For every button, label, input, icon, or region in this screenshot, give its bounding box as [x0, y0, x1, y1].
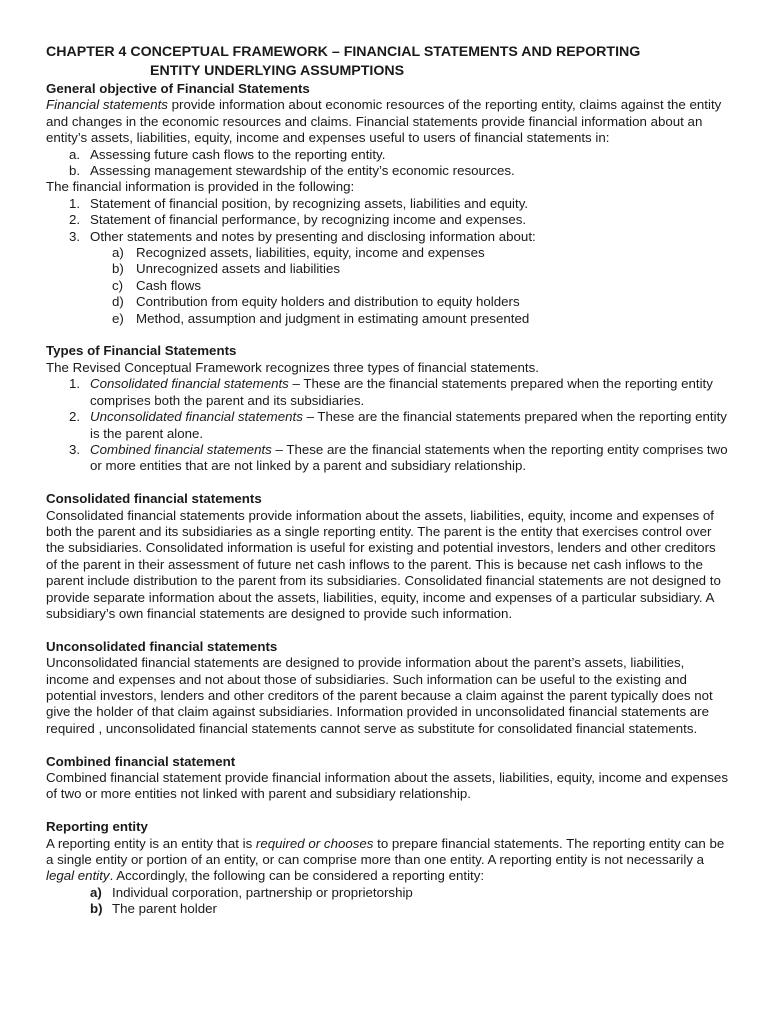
section-unconsolidated	[46, 639, 728, 737]
list-item	[46, 147, 728, 163]
section-heading: Unconsolidated financial statements	[46, 638, 278, 654]
chapter-title-line-2: ENTITY UNDERLYING ASSUMPTIONS	[150, 63, 405, 79]
list-item-text: Other statements and notes by presenting and disclosing information about:	[90, 228, 536, 244]
list-item-text: Recognized assets, liabilities, equity, income and expenses	[136, 245, 485, 261]
spacer	[46, 475, 728, 491]
list-item	[46, 196, 728, 212]
list-marker: c)	[112, 277, 124, 293]
emphasis-text: Financial statements	[46, 97, 168, 113]
list-item-text: Contribution from equity holders and distribution to equity holders	[136, 294, 520, 310]
section-combined	[46, 754, 728, 803]
list-item	[46, 442, 728, 475]
list-item-text: Method, assumption and judgment in estimating amount presented	[136, 310, 530, 326]
list-marker: b.	[69, 163, 81, 179]
list-marker: a)	[112, 245, 124, 261]
spacer	[46, 622, 728, 638]
list-item-text: Statement of financial performance, by recognizing income and expenses.	[90, 212, 527, 228]
statements-list	[46, 196, 728, 245]
list-marker: 3.	[69, 228, 81, 244]
list-marker: 3.	[69, 441, 81, 457]
list-item	[46, 901, 728, 917]
list-marker: b)	[112, 261, 124, 277]
list-item-text: – These are the financial statements prepared when the reporting entity is the parent alone.	[90, 409, 727, 441]
section-heading: Types of Financial Statements	[46, 343, 237, 359]
list-item	[46, 229, 728, 245]
list-item-text: Assessing management stewardship of the entity’s economic resources.	[90, 163, 515, 179]
list-item	[46, 163, 728, 179]
types-list	[46, 376, 728, 474]
list-item	[46, 376, 728, 409]
list-item-text: Assessing future cash flows to the reporting entity.	[90, 146, 386, 162]
paragraph	[46, 836, 728, 885]
list-item-text: Statement of financial position, by recognizing assets, liabilities and equity.	[90, 195, 529, 211]
section-heading: Combined financial statement	[46, 753, 236, 769]
sublist-item	[46, 278, 728, 294]
list-marker: b)	[90, 901, 103, 917]
list-item-text: Unrecognized assets and liabilities	[136, 261, 340, 277]
paragraph: Unconsolidated financial statements are designed to provide information about the parent’s assets, liabilities, income and expenses and not about those of subsidiaries. Such information can be useful to the existing and potential investors, lenders and other creditors of the parent because a claim against the parent typically does not give the holder of that claim against subsidiaries. Information provided in unconsolidated financial statements are required , unconsolidated financial statements cannot serve as substitute for consolidated financial statements.	[46, 655, 713, 736]
list-marker: 2.	[69, 409, 81, 425]
sublist-item	[46, 245, 728, 261]
paragraph-text: A reporting entity is an entity that is	[46, 835, 256, 851]
paragraph-text: to prepare financial statements. The reporting entity can be a single entity or portion of an entity, or can comprise more than one entity. A reporting entity is not necessarily a	[46, 835, 725, 868]
sublist-item	[46, 311, 728, 327]
paragraph: The Revised Conceptual Framework recognizes three types of financial statements.	[46, 359, 539, 375]
list-marker: 1.	[69, 376, 81, 392]
section-types	[46, 343, 728, 474]
list-item	[46, 409, 728, 442]
spacer	[46, 327, 728, 343]
list-item-text: Individual corporation, partnership or proprietorship	[112, 884, 413, 900]
sublist-item	[46, 294, 728, 310]
term: Combined financial statements	[90, 441, 272, 457]
paragraph	[46, 97, 728, 146]
paragraph: The financial information is provided in the following:	[46, 179, 355, 195]
list-marker: 1.	[69, 195, 81, 211]
sublist-item	[46, 261, 728, 277]
section-heading: Reporting entity	[46, 819, 148, 835]
spacer	[46, 803, 728, 819]
emphasis-text: legal entity	[46, 868, 110, 884]
section-heading: Consolidated financial statements	[46, 491, 262, 507]
list-item	[46, 212, 728, 228]
spacer	[46, 737, 728, 753]
list-marker: a)	[90, 884, 102, 900]
section-heading: General objective of Financial Statements	[46, 81, 310, 96]
list-item-text: – These are the financial statements when the reporting entity comprises two or more entities that are not linked by a parent and subsidiary relationship.	[90, 441, 728, 474]
chapter-title-line-1: CHAPTER 4 CONCEPTUAL FRAMEWORK – FINANCIAL STATEMENTS AND REPORTING	[46, 44, 641, 60]
list-item-text: – These are the financial statements prepared when the reporting entity comprises both the parent and its subsidiaries.	[90, 376, 713, 408]
list-marker: e)	[112, 310, 124, 326]
paragraph: Combined financial statement provide financial information about the assets, liabilities, equity, income and expenses of two or more entities not linked with parent and subsidiary relationship.	[46, 770, 728, 802]
paragraph-text: . Accordingly, the following can be considered a reporting entity:	[109, 868, 485, 884]
section-consolidated	[46, 491, 728, 622]
term: Consolidated financial statements	[90, 376, 289, 392]
term: Unconsolidated financial statements	[90, 409, 303, 425]
list-item	[46, 885, 728, 901]
chapter-title	[46, 43, 728, 81]
other-statements-sublist	[46, 245, 728, 327]
list-marker: a.	[69, 146, 81, 162]
section-general-objective	[46, 81, 728, 327]
emphasis-text: required or chooses	[255, 835, 374, 851]
list-item-text: The parent holder	[112, 901, 217, 917]
list-marker: d)	[112, 294, 124, 310]
paragraph-text: provide information about economic resources of the reporting entity, claims against the entity and changes in the economic resources and claims. Financial statements provide financial information about an entity’s assets, liabilities, equity, income and expenses useful to users of financial statements in:	[46, 97, 722, 146]
list-marker: 2.	[69, 212, 81, 228]
section-reporting-entity	[46, 819, 728, 917]
reporting-entity-list	[46, 885, 728, 918]
list-item-text: Cash flows	[136, 277, 202, 293]
paragraph: Consolidated financial statements provide information about the assets, liabilities, equity, income and expenses of both the parent and its subsidiaries as a single reporting entity. The parent is the entity that exercises control over the subsidiaries. Consolidated information is useful for existing and potential investors, lenders and other creditors of the parent in their assessment of future net cash inflows to the parent. This is because net cash inflows to the parent include distribution to the parent from its subsidiaries. Consolidated financial statements are not designed to provide separate information about the assets, liabilities, equity, income and expenses of a particular subsidiary. A subsidiary’s own financial statements are designed to provide such information.	[46, 507, 721, 621]
objective-list	[46, 147, 728, 180]
